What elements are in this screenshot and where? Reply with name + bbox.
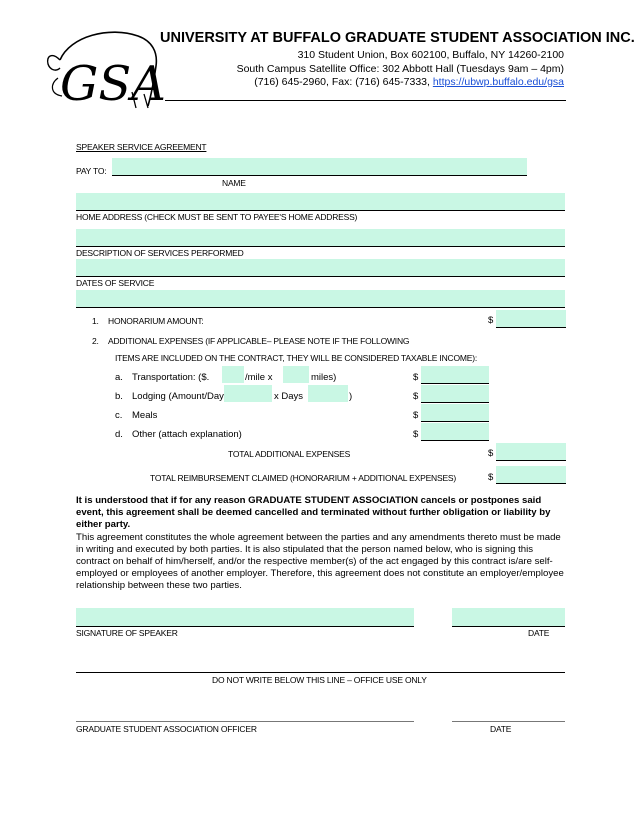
logo-text: GSA [60,56,165,112]
meals-amount-input[interactable] [421,404,489,421]
org-contact [254,76,564,88]
speaker-date-input[interactable] [452,608,565,626]
lodging-amount-input[interactable] [421,385,489,402]
meals-label: Meals [132,410,158,421]
total-reimbursement-input[interactable] [496,466,566,483]
transport-currency: $ [413,372,419,383]
item-2-number: 2. [92,336,99,346]
description-line-2 [76,276,565,277]
org-address: 310 Student Union, Box 602100, Buffalo, NY 14260-2100 [297,49,564,61]
officer-signature-line [76,721,414,722]
transport-amount-input[interactable] [421,366,489,383]
form-heading: SPEAKER SERVICE AGREEMENT [76,142,207,152]
transport-miles-input[interactable] [283,366,309,383]
other-label: Other (attach explanation) [132,429,242,440]
sub-a-label: a. [115,372,123,383]
transport-per-mile: /mile x [245,372,273,383]
transportation-label: Transportation: ($. [132,372,210,383]
org-satellite-office: South Campus Satellite Office: 302 Abbott Hall (Tuesdays 9am – 4pm) [236,63,564,75]
speaker-signature-line [76,626,414,627]
header-divider [165,100,566,101]
lodging-days-label: x Days [274,391,304,402]
pay-to-name-input[interactable] [112,158,527,175]
transport-line [421,383,489,384]
gsa-logo [40,22,165,117]
lodging-close-paren: ) [349,391,353,402]
home-address-line [76,210,565,211]
pay-to-line [112,175,527,176]
officer-date-line [452,721,565,722]
office-use-notice: DO NOT WRITE BELOW THIS LINE – OFFICE USE ONLY [212,675,427,685]
other-amount-input[interactable] [421,423,489,440]
total-reimbursement-label: TOTAL REIMBURSEMENT CLAIMED (HONORARIUM + ADDITIONAL EXPENSES) [150,473,457,483]
officer-date-label: DATE [490,724,512,734]
lodging-currency: $ [413,391,419,402]
description-input-1[interactable] [76,229,565,246]
org-phone: (716) 645-2960, Fax: (716) 645-7333, [254,76,430,88]
total-additional-input[interactable] [496,443,566,460]
pay-to-label: PAY TO: [76,166,107,176]
org-title: UNIVERSITY AT BUFFALO GRADUATE STUDENT ASSOCIATION INC. [160,30,635,46]
transport-rate-input[interactable] [222,366,244,383]
additional-expenses-line2: ITEMS ARE INCLUDED ON THE CONTRACT, THEY WILL BE CONSIDERED TAXABLE INCOME): [115,353,478,363]
additional-expenses-line1: ADDITIONAL EXPENSES (IF APPLICABLE– PLEASE NOTE IF THE FOLLOWING [108,336,410,346]
meals-currency: $ [413,410,419,421]
total-additional-label: TOTAL ADDITIONAL EXPENSES [228,449,351,459]
sub-d-label: d. [115,429,123,440]
home-address-input[interactable] [76,193,565,210]
honorarium-label: HONORARIUM AMOUNT: [108,316,204,326]
home-address-label: HOME ADDRESS (CHECK MUST BE SENT TO PAYEE'S HOME ADDRESS) [76,212,358,222]
cancellation-clause: It is understood that if for any reason GRADUATE STUDENT ASSOCIATION cancels or postpones said event, this agreement shall be deemed cancelled and terminated without further obligation or liability by either party. [76,495,551,530]
whole-agreement-clause: This agreement constitutes the whole agreement between the parties and any amendments thereto must be made in writing and executed by both parties. It is also stipulated that the person named below, who is signing this contract on behalf of him/herself, and/or the respective member(s) of the act engaged by this contract is/are self-employed or employees of another employer. Therefore, this agreement does not constitute an employer/employee relationship between these two parties. [76,532,564,591]
honorarium-amount-input[interactable] [496,310,566,327]
total-reimbursement-currency: $ [488,472,494,483]
sub-c-label: c. [115,410,123,421]
description-line-1 [76,246,565,247]
meals-line [421,421,489,422]
description-input-2[interactable] [76,259,565,276]
lodging-line [421,402,489,403]
org-website-link[interactable]: https://ubwp.buffalo.edu/gsa [432,76,564,88]
total-additional-line [496,460,566,461]
lodging-days-input[interactable] [308,385,348,402]
honorarium-line [496,327,566,328]
total-reimbursement-line [496,483,566,484]
dates-of-service-input[interactable] [76,290,565,307]
speaker-signature-label: SIGNATURE OF SPEAKER [76,628,178,638]
dates-label: DATES OF SERVICE [76,278,155,288]
total-additional-currency: $ [488,448,494,459]
name-caption: NAME [222,178,246,188]
speaker-signature-input[interactable] [76,608,414,626]
office-use-divider [76,672,565,673]
other-currency: $ [413,429,419,440]
officer-signature-label: GRADUATE STUDENT ASSOCIATION OFFICER [76,724,257,734]
transport-miles-label: miles) [311,372,337,383]
dates-line [76,307,565,308]
speaker-date-line [452,626,565,627]
item-1-number: 1. [92,316,99,326]
lodging-rate-input[interactable] [224,385,272,402]
other-line [421,440,489,441]
speaker-date-label: DATE [528,628,550,638]
lodging-label: Lodging (Amount/Day [132,391,224,402]
honorarium-currency: $ [488,315,494,326]
sub-b-label: b. [115,391,123,402]
description-label: DESCRIPTION OF SERVICES PERFORMED [76,248,244,258]
